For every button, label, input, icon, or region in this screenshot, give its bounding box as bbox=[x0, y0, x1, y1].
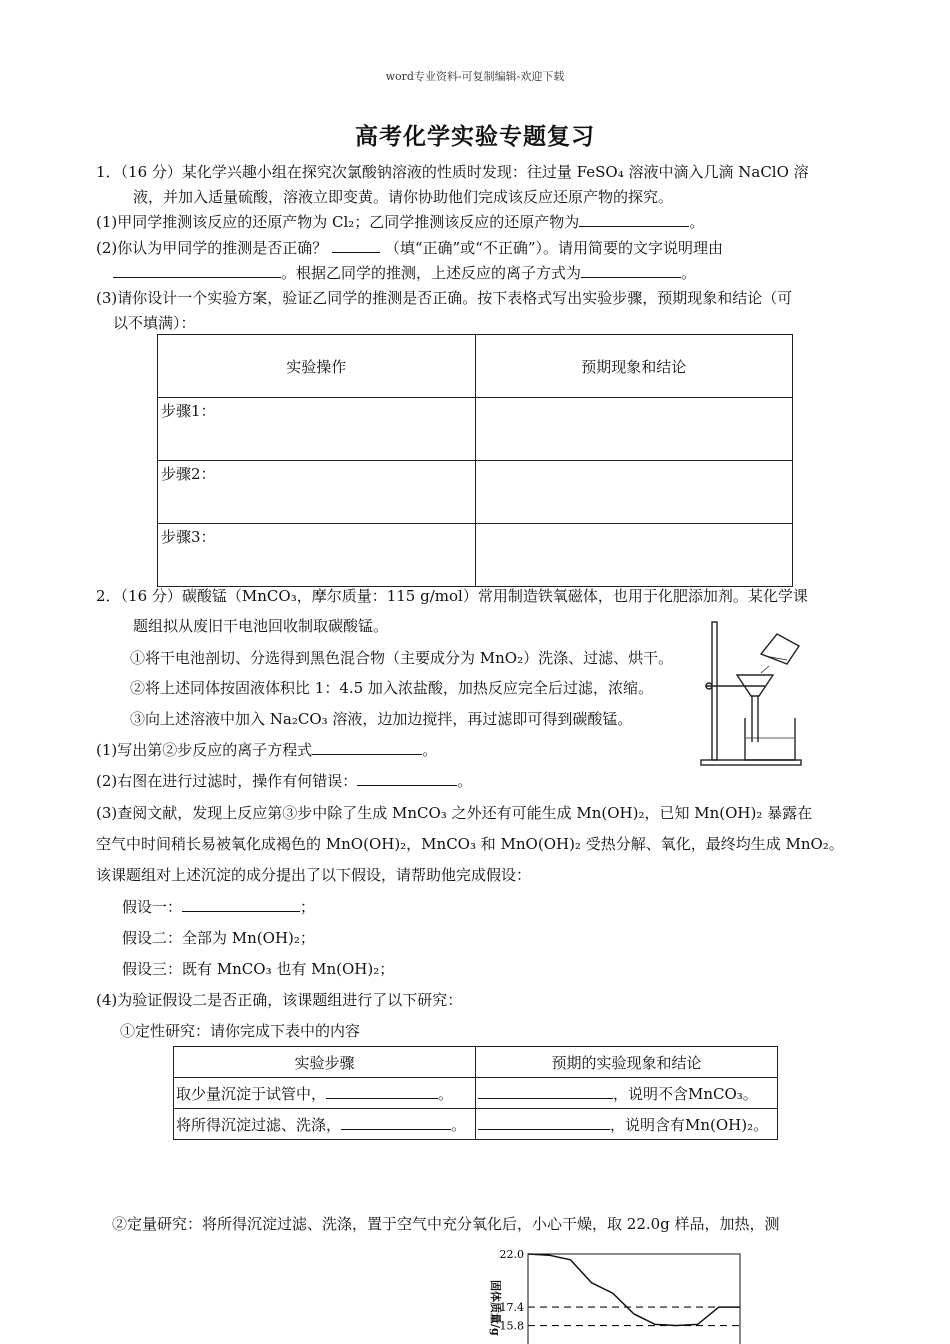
q2-table-row1-step: 取少量沉淀于试管中， 。 bbox=[174, 1078, 476, 1109]
q2-part2-text: (2)右图在进行过滤时，操作有何错误： bbox=[96, 772, 358, 790]
stand-rod bbox=[712, 622, 717, 760]
q2-part3-b: 空气中时间稍长易被氧化成褐色的 MnO(OH)₂，MnCO₃ 和 MnO(OH)₂ 受热分解、氧化，最终均生成 MnO₂。 bbox=[96, 835, 844, 853]
answer-blank[interactable] bbox=[312, 740, 422, 755]
q1-table-header-operation: 实验操作 bbox=[158, 335, 476, 398]
q2-part4-qualitative: ①定性研究：请你完成下表中的内容 bbox=[120, 1022, 361, 1040]
answer-blank[interactable] bbox=[182, 897, 300, 912]
chart-series-line bbox=[528, 1254, 740, 1326]
q1-table-step2-result[interactable] bbox=[475, 461, 793, 524]
q1-table-step1-result[interactable] bbox=[475, 398, 793, 461]
pouring-beaker bbox=[761, 634, 799, 664]
q2-part3-c: 该课题组对上述沉淀的成分提出了以下假设，请帮助他完成假设： bbox=[96, 866, 532, 884]
q2-table-row1-result-text: ，说明不含MnCO₃。 bbox=[613, 1084, 758, 1103]
q2-intro-2: 题组拟从废旧干电池回收制取碳酸锰。 bbox=[133, 617, 389, 635]
q1-part3-a: (3)请你设计一个实验方案，验证乙同学的推测是否正确。按下表格式写出实验步骤，预期现象和结论（可 bbox=[96, 289, 793, 307]
q2-part2: (2)右图在进行过滤时，操作有何错误： 。 bbox=[96, 772, 473, 790]
q1-table-header-result: 预期现象和结论 bbox=[475, 335, 793, 398]
q2-step1: ①将干电池剖切、分选得到黑色混合物（主要成分为 MnO₂）洗涤、过滤、烘干。 bbox=[130, 649, 674, 667]
q2-part4-quantitative: ②定量研究：将所得沉淀过滤、洗涤，置于空气中充分氧化后，小心干燥，取 22.0g 样品，加热，测 bbox=[112, 1215, 780, 1233]
q1-table-step1[interactable]: 步骤1： bbox=[158, 398, 476, 461]
q1-part2-text-b: （填“正确”或“不正确”）。请用简要的文字说明理由 bbox=[384, 239, 723, 257]
answer-blank[interactable] bbox=[581, 263, 681, 278]
q2-part1-text: (1)写出第②步反应的离子方程式 bbox=[96, 741, 313, 759]
q2-part4: (4)为验证假设二是否正确，该课题组进行了以下研究： bbox=[96, 991, 463, 1009]
chart-y-tick-label: 17.4 bbox=[499, 1301, 524, 1315]
chart-y-tick-label: 15.8 bbox=[499, 1319, 524, 1333]
q1-table-step2[interactable]: 步骤2： bbox=[158, 461, 476, 524]
q2-qualitative-table bbox=[173, 1046, 778, 1140]
stand-base bbox=[701, 760, 801, 765]
pour-stream bbox=[761, 666, 769, 673]
q2-step3: ③向上述溶液中加入 Na₂CO₃ 溶液，边加边搅拌，再过滤即可得到碳酸锰。 bbox=[130, 710, 633, 728]
answer-blank[interactable] bbox=[113, 263, 281, 278]
q2-hypothesis-2: 假设二：全部为 Mn(OH)₂； bbox=[122, 929, 315, 947]
chart-y-tick-label: 22.0 bbox=[499, 1248, 524, 1261]
q1-part2-text-c: 。根据乙同学的推测，上述反应的离子方式为 bbox=[281, 264, 582, 282]
q2-table-row2-step-text: 将所得沉淀过滤、洗涤， bbox=[176, 1115, 342, 1134]
q1-part1-text: (1)甲同学推测该反应的还原产物为 Cl₂；乙同学推测该反应的还原产物为 bbox=[96, 213, 580, 231]
q1-part1: (1)甲同学推测该反应的还原产物为 Cl₂；乙同学推测该反应的还原产物为 。 bbox=[96, 213, 705, 231]
q2-table-row1-step-text: 取少量沉淀于试管中， bbox=[176, 1084, 327, 1103]
filtration-apparatus-diagram bbox=[695, 620, 807, 766]
page-header: word专业资料-可复制编辑-欢迎下载 bbox=[385, 70, 565, 83]
q1-part2-text-a: (2)你认为甲同学的推测是否正确？ bbox=[96, 239, 328, 257]
q1-table-step3-result[interactable] bbox=[475, 524, 793, 587]
q1-table-step3[interactable]: 步骤3： bbox=[158, 524, 476, 587]
q2-table-header-result: 预期的实验现象和结论 bbox=[476, 1047, 778, 1078]
q2-step2: ②将上述同体按固液体积比 1：4.5 加入浓盐酸，加热反应完全后过滤，浓缩。 bbox=[130, 679, 653, 697]
q2-table-header-steps: 实验步骤 bbox=[174, 1047, 476, 1078]
answer-blank[interactable] bbox=[478, 1115, 610, 1130]
q1-part3-b: 以不填满）： bbox=[113, 314, 196, 332]
q2-table-row1-result bbox=[476, 1078, 778, 1109]
q2-part1: (1)写出第②步反应的离子方程式 。 bbox=[96, 741, 438, 759]
q2-hypothesis-1: 假设一： ； bbox=[122, 898, 316, 916]
chart-y-label: 固体质量/g bbox=[489, 1280, 502, 1336]
q1-part2 bbox=[96, 238, 723, 258]
q1-intro-2: 液，并加入适量硫酸，溶液立即变黄。请你协助他们完成该反应还原产物的探究。 bbox=[133, 188, 674, 206]
answer-blank[interactable] bbox=[357, 771, 457, 786]
answer-blank[interactable] bbox=[341, 1115, 451, 1130]
q2-hypothesis-1-label: 假设一： bbox=[122, 898, 183, 916]
answer-blank[interactable] bbox=[579, 212, 689, 227]
mass-loss-chart bbox=[478, 1240, 748, 1344]
answer-blank[interactable] bbox=[332, 238, 380, 253]
answer-blank[interactable] bbox=[326, 1084, 438, 1099]
q2-intro-1: 2．（16 分）碳酸锰（MnCO₃，摩尔质量：115 g/mol）常用制造铁氧磁体，也用于化肥添加剂。某化学课 bbox=[96, 587, 808, 605]
q1-experiment-table bbox=[157, 334, 793, 587]
answer-blank[interactable] bbox=[478, 1084, 613, 1099]
q2-table-row2-result-text: ，说明含有Mn(OH)₂。 bbox=[610, 1115, 769, 1134]
chart-axes bbox=[528, 1254, 740, 1344]
q2-table-row2-result bbox=[476, 1109, 778, 1140]
q2-part3-a: (3)查阅文献，发现上反应第③步中除了生成 MnCO₃ 之外还有可能生成 Mn(OH)₂，已知 Mn(OH)₂ 暴露在 bbox=[96, 804, 813, 822]
q1-intro-1: 1．（16 分）某化学兴趣小组在探究次氯酸钠溶液的性质时发现：往过量 FeSO₄ 溶液中滴入几滴 NaClO 溶 bbox=[96, 163, 809, 181]
q2-table-row2-step: 将所得沉淀过滤、洗涤， 。 bbox=[174, 1109, 476, 1140]
q2-hypothesis-3: 假设三：既有 MnCO₃ 也有 Mn(OH)₂； bbox=[122, 960, 395, 978]
page-title: 高考化学实验专题复习 bbox=[355, 124, 595, 150]
q1-part2-cont: 。根据乙同学的推测，上述反应的离子方式为 。 bbox=[113, 263, 696, 283]
